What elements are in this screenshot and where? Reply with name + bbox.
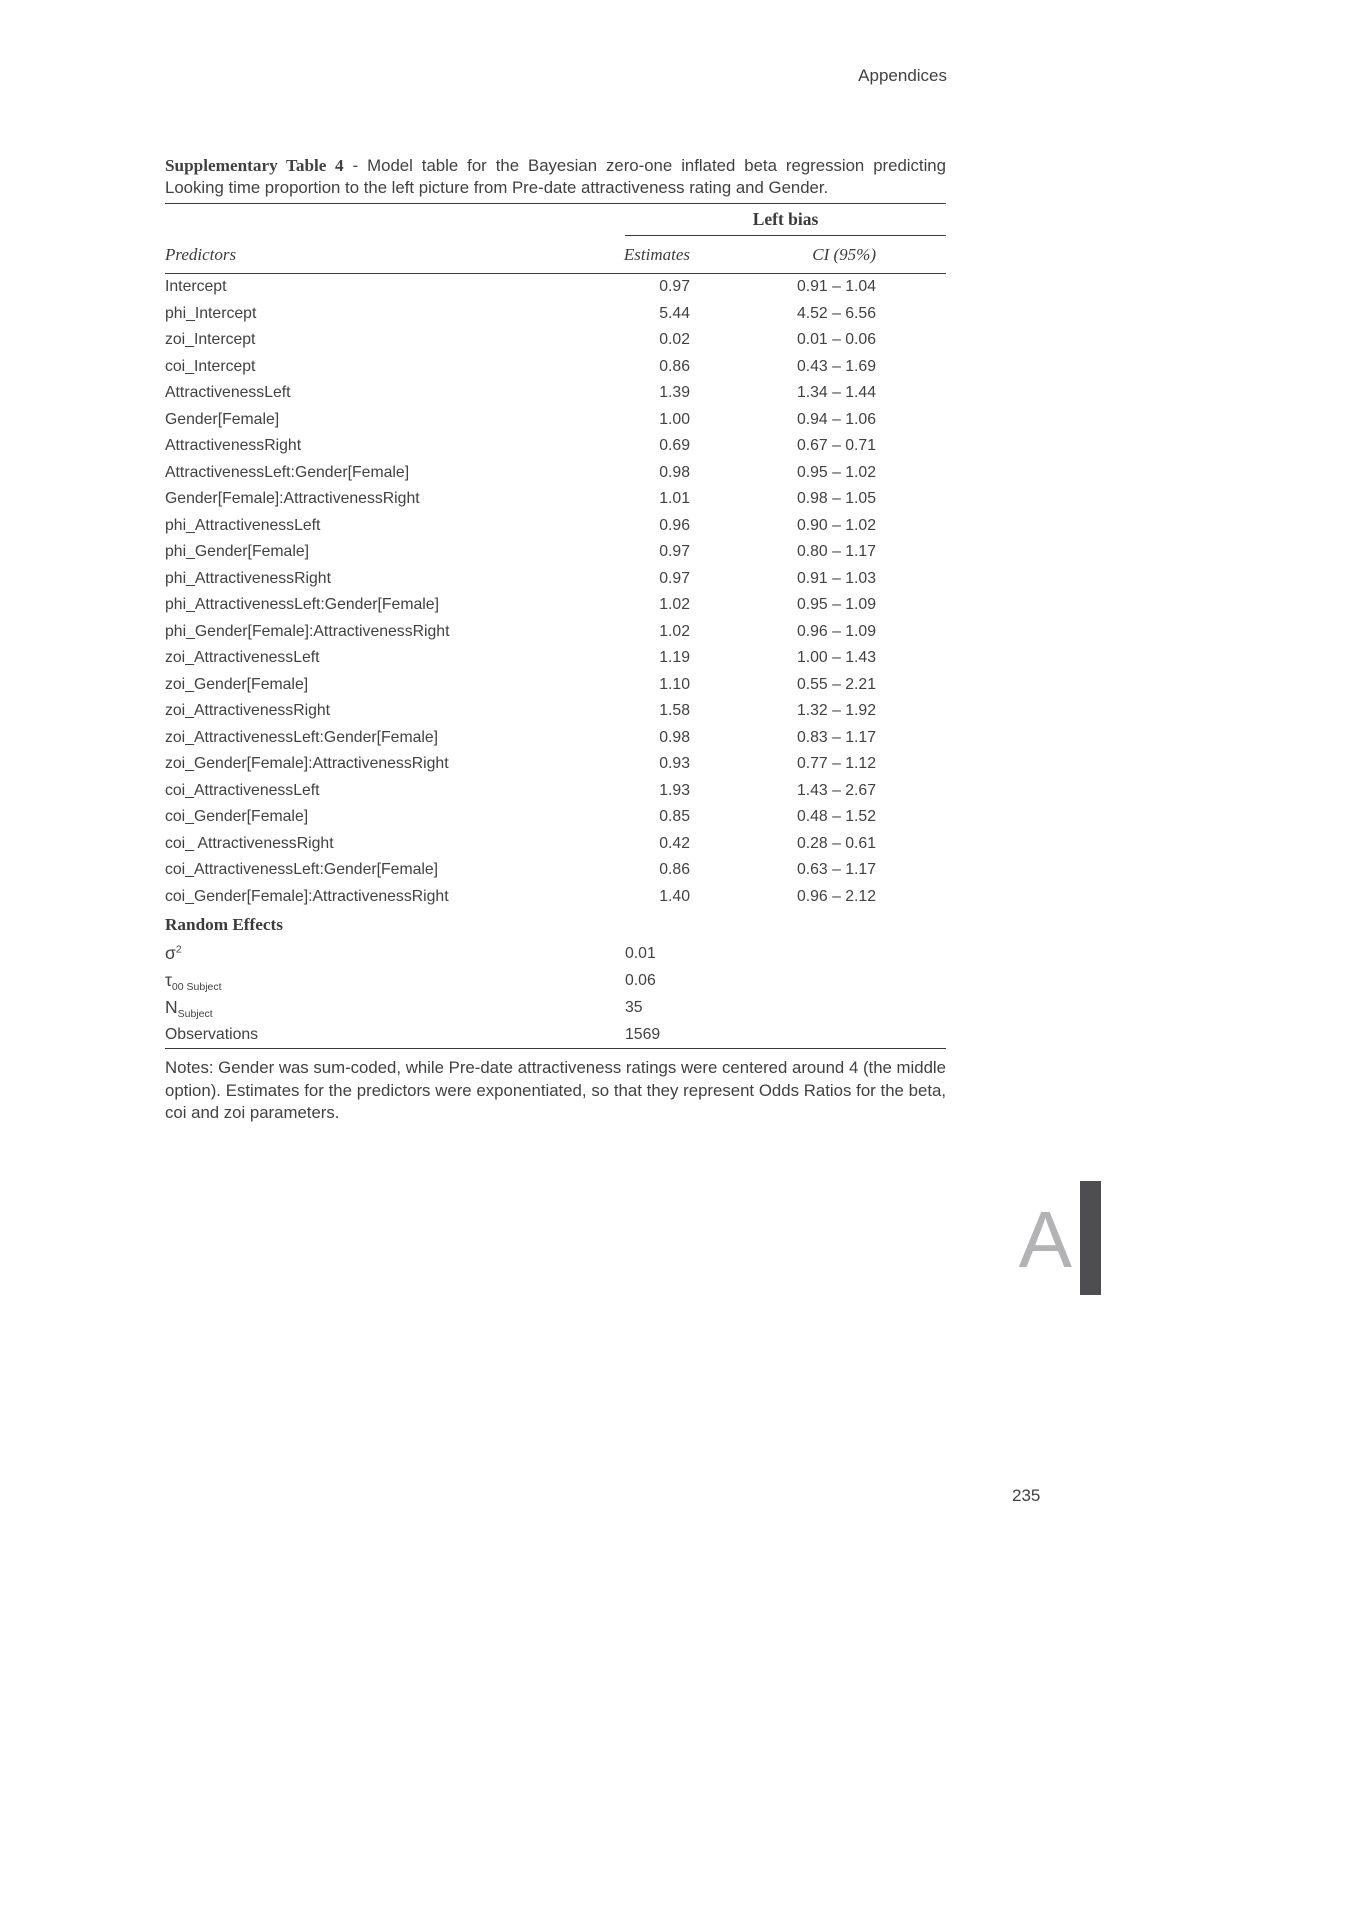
ci-cell: 0.91 – 1.03 bbox=[796, 569, 876, 587]
ci-cell: 0.95 – 1.09 bbox=[796, 596, 876, 614]
predictor-cell: zoi_AttractivenessLeft bbox=[165, 649, 320, 667]
predictor-cell: coi_AttractivenessLeft bbox=[165, 781, 320, 799]
estimate-cell: 1.40 bbox=[659, 887, 690, 905]
predictor-cell: Intercept bbox=[165, 278, 227, 296]
predictor-cell: coi_Gender[Female] bbox=[165, 808, 309, 826]
table-body bbox=[165, 274, 946, 910]
table-row bbox=[165, 407, 946, 434]
tau-symbol: τ bbox=[165, 970, 172, 990]
table-row bbox=[165, 751, 946, 778]
ci-cell: 0.98 – 1.05 bbox=[796, 490, 876, 508]
predictor-cell: AttractivenessRight bbox=[165, 437, 302, 455]
table-row bbox=[165, 619, 946, 646]
predictor-cell: zoi_Intercept bbox=[165, 331, 256, 349]
estimate-cell: 0.97 bbox=[659, 569, 690, 587]
table-group-header-row bbox=[165, 204, 946, 236]
table-row bbox=[165, 645, 946, 672]
estimate-cell: 5.44 bbox=[659, 304, 690, 322]
predictor-cell: zoi_AttractivenessRight bbox=[165, 702, 331, 720]
estimate-cell: 0.69 bbox=[659, 437, 690, 455]
group-header-rule bbox=[625, 235, 946, 236]
ci-cell: 1.32 – 1.92 bbox=[796, 702, 876, 720]
table-row bbox=[165, 672, 946, 699]
table-block bbox=[165, 155, 946, 1125]
estimate-cell: 0.85 bbox=[659, 808, 690, 826]
predictor-cell: coi_AttractivenessLeft:Gender[Female] bbox=[165, 861, 439, 879]
table-row bbox=[165, 884, 946, 911]
group-header-left-bias: Left bias bbox=[752, 209, 819, 229]
predictor-cell: Gender[Female] bbox=[165, 410, 280, 428]
predictor-cell: phi_AttractivenessLeft bbox=[165, 516, 321, 534]
ci-cell: 0.83 – 1.17 bbox=[796, 728, 876, 746]
estimate-cell: 1.39 bbox=[659, 384, 690, 402]
ci-cell: 0.77 – 1.12 bbox=[796, 755, 876, 773]
ci-cell: 0.01 – 0.06 bbox=[796, 331, 876, 349]
ci-cell: 0.28 – 0.61 bbox=[796, 834, 876, 852]
table-row bbox=[165, 698, 946, 725]
predictor-cell: phi_Intercept bbox=[165, 304, 257, 322]
n-value: 35 bbox=[625, 998, 643, 1016]
table-row bbox=[165, 778, 946, 805]
estimate-cell: 0.97 bbox=[659, 543, 690, 561]
chapter-letter: A bbox=[1018, 1195, 1072, 1284]
estimate-cell: 1.19 bbox=[659, 649, 690, 667]
predictor-cell: AttractivenessLeft bbox=[165, 384, 291, 402]
table-row bbox=[165, 380, 946, 407]
tau-subscript: 00 Subject bbox=[171, 981, 222, 994]
predictor-cell: coi_Intercept bbox=[165, 357, 256, 375]
table-caption-label: Supplementary Table 4 bbox=[165, 156, 344, 175]
table-caption bbox=[165, 155, 946, 199]
table-row bbox=[165, 857, 946, 884]
random-effect-row-n bbox=[165, 994, 946, 1021]
ci-cell: 0.55 – 2.21 bbox=[796, 675, 876, 693]
predictor-cell: zoi_AttractivenessLeft:Gender[Female] bbox=[165, 728, 439, 746]
page-number: 235 bbox=[1012, 1486, 1041, 1505]
table-caption-text: - Model table for the Bayesian zero-one inflated beta regression predicting Looking time proportion to the left picture from Pre-date attractiveness rating and Gender. bbox=[165, 156, 946, 197]
table-row bbox=[165, 301, 946, 328]
predictor-cell: phi_AttractivenessRight bbox=[165, 569, 331, 587]
predictor-cell: phi_Gender[Female]:AttractivenessRight bbox=[165, 622, 450, 640]
estimate-cell: 0.97 bbox=[659, 278, 690, 296]
ci-cell: 1.43 – 2.67 bbox=[796, 781, 876, 799]
estimate-cell: 0.98 bbox=[659, 463, 690, 481]
table-bottom-rule bbox=[165, 1048, 946, 1049]
estimate-cell: 0.98 bbox=[659, 728, 690, 746]
estimate-cell: 1.01 bbox=[659, 490, 690, 508]
estimate-cell: 0.42 bbox=[659, 834, 690, 852]
table-row bbox=[165, 354, 946, 381]
ci-cell: 0.80 – 1.17 bbox=[796, 543, 876, 561]
table-row bbox=[165, 566, 946, 593]
predictor-cell: zoi_Gender[Female]:AttractivenessRight bbox=[165, 755, 449, 773]
estimate-cell: 1.10 bbox=[659, 675, 690, 693]
n-symbol: N bbox=[165, 997, 178, 1017]
estimate-cell: 1.00 bbox=[659, 410, 690, 428]
estimate-cell: 1.02 bbox=[659, 622, 690, 640]
random-effect-row-sigma bbox=[165, 940, 946, 967]
table-row bbox=[165, 433, 946, 460]
table-row bbox=[165, 460, 946, 487]
predictor-cell: coi_Gender[Female]:AttractivenessRight bbox=[165, 887, 449, 905]
table-row bbox=[165, 327, 946, 354]
predictor-cell: phi_AttractivenessLeft:Gender[Female] bbox=[165, 596, 439, 614]
predictor-cell: Gender[Female]:AttractivenessRight bbox=[165, 490, 420, 508]
sigma-exponent: 2 bbox=[175, 943, 182, 956]
predictor-cell: phi_Gender[Female] bbox=[165, 543, 310, 561]
sigma-squared-label bbox=[165, 943, 625, 964]
estimate-cell: 0.96 bbox=[659, 516, 690, 534]
predictor-cell: zoi_Gender[Female] bbox=[165, 675, 309, 693]
estimate-cell: 1.58 bbox=[659, 702, 690, 720]
table-row bbox=[165, 831, 946, 858]
column-header-ci: CI (95%) bbox=[812, 244, 876, 264]
table-header-row bbox=[165, 236, 946, 273]
n-subscript: Subject bbox=[177, 1008, 213, 1021]
estimate-cell: 0.02 bbox=[659, 331, 690, 349]
ci-cell: 0.43 – 1.69 bbox=[796, 357, 876, 375]
table-notes: Notes: Gender was sum-coded, while Pre-date attractiveness ratings were centered around 4 (the middle option). Estimates for the predictors were exponentiated, so that they represent Odds Ratios for the beta, coi and zoi parameters. bbox=[165, 1058, 946, 1122]
column-header-predictors: Predictors bbox=[165, 244, 237, 264]
ci-cell: 0.48 – 1.52 bbox=[796, 808, 876, 826]
table-row bbox=[165, 804, 946, 831]
ci-cell: 0.96 – 1.09 bbox=[796, 622, 876, 640]
ci-cell: 4.52 – 6.56 bbox=[796, 304, 876, 322]
predictor-cell: AttractivenessLeft:Gender[Female] bbox=[165, 463, 410, 481]
ci-cell: 1.00 – 1.43 bbox=[796, 649, 876, 667]
tau-label bbox=[165, 970, 625, 994]
tau-value: 0.06 bbox=[625, 971, 656, 989]
n-subject-label bbox=[165, 997, 625, 1021]
ci-cell: 0.95 – 1.02 bbox=[796, 463, 876, 481]
sigma-value: 0.01 bbox=[625, 944, 656, 962]
estimate-cell: 1.02 bbox=[659, 596, 690, 614]
table-row bbox=[165, 486, 946, 513]
running-header: Appendices bbox=[858, 66, 947, 85]
estimate-cell: 1.93 bbox=[659, 781, 690, 799]
column-header-estimates: Estimates bbox=[623, 244, 690, 264]
observations-label: Observations bbox=[165, 1025, 259, 1043]
table-row bbox=[165, 725, 946, 752]
predictor-cell: coi_ AttractivenessRight bbox=[165, 834, 334, 852]
table-row bbox=[165, 592, 946, 619]
table-row bbox=[165, 274, 946, 301]
estimate-cell: 0.86 bbox=[659, 861, 690, 879]
ci-cell: 0.96 – 2.12 bbox=[796, 887, 876, 905]
random-effect-row-observations bbox=[165, 1021, 946, 1048]
sigma-symbol: σ bbox=[165, 943, 176, 963]
ci-cell: 0.90 – 1.02 bbox=[796, 516, 876, 534]
ci-cell: 0.63 – 1.17 bbox=[796, 861, 876, 879]
ci-cell: 1.34 – 1.44 bbox=[796, 384, 876, 402]
observations-value: 1569 bbox=[625, 1025, 661, 1043]
random-effect-row-tau bbox=[165, 967, 946, 994]
table-row bbox=[165, 539, 946, 566]
table-row bbox=[165, 513, 946, 540]
random-effects-heading: Random Effects bbox=[165, 915, 283, 934]
ci-cell: 0.91 – 1.04 bbox=[796, 278, 876, 296]
estimate-cell: 0.93 bbox=[659, 755, 690, 773]
ci-cell: 0.67 – 0.71 bbox=[796, 437, 876, 455]
estimate-cell: 0.86 bbox=[659, 357, 690, 375]
ci-cell: 0.94 – 1.06 bbox=[796, 410, 876, 428]
chapter-tab-marker bbox=[1080, 1181, 1101, 1295]
